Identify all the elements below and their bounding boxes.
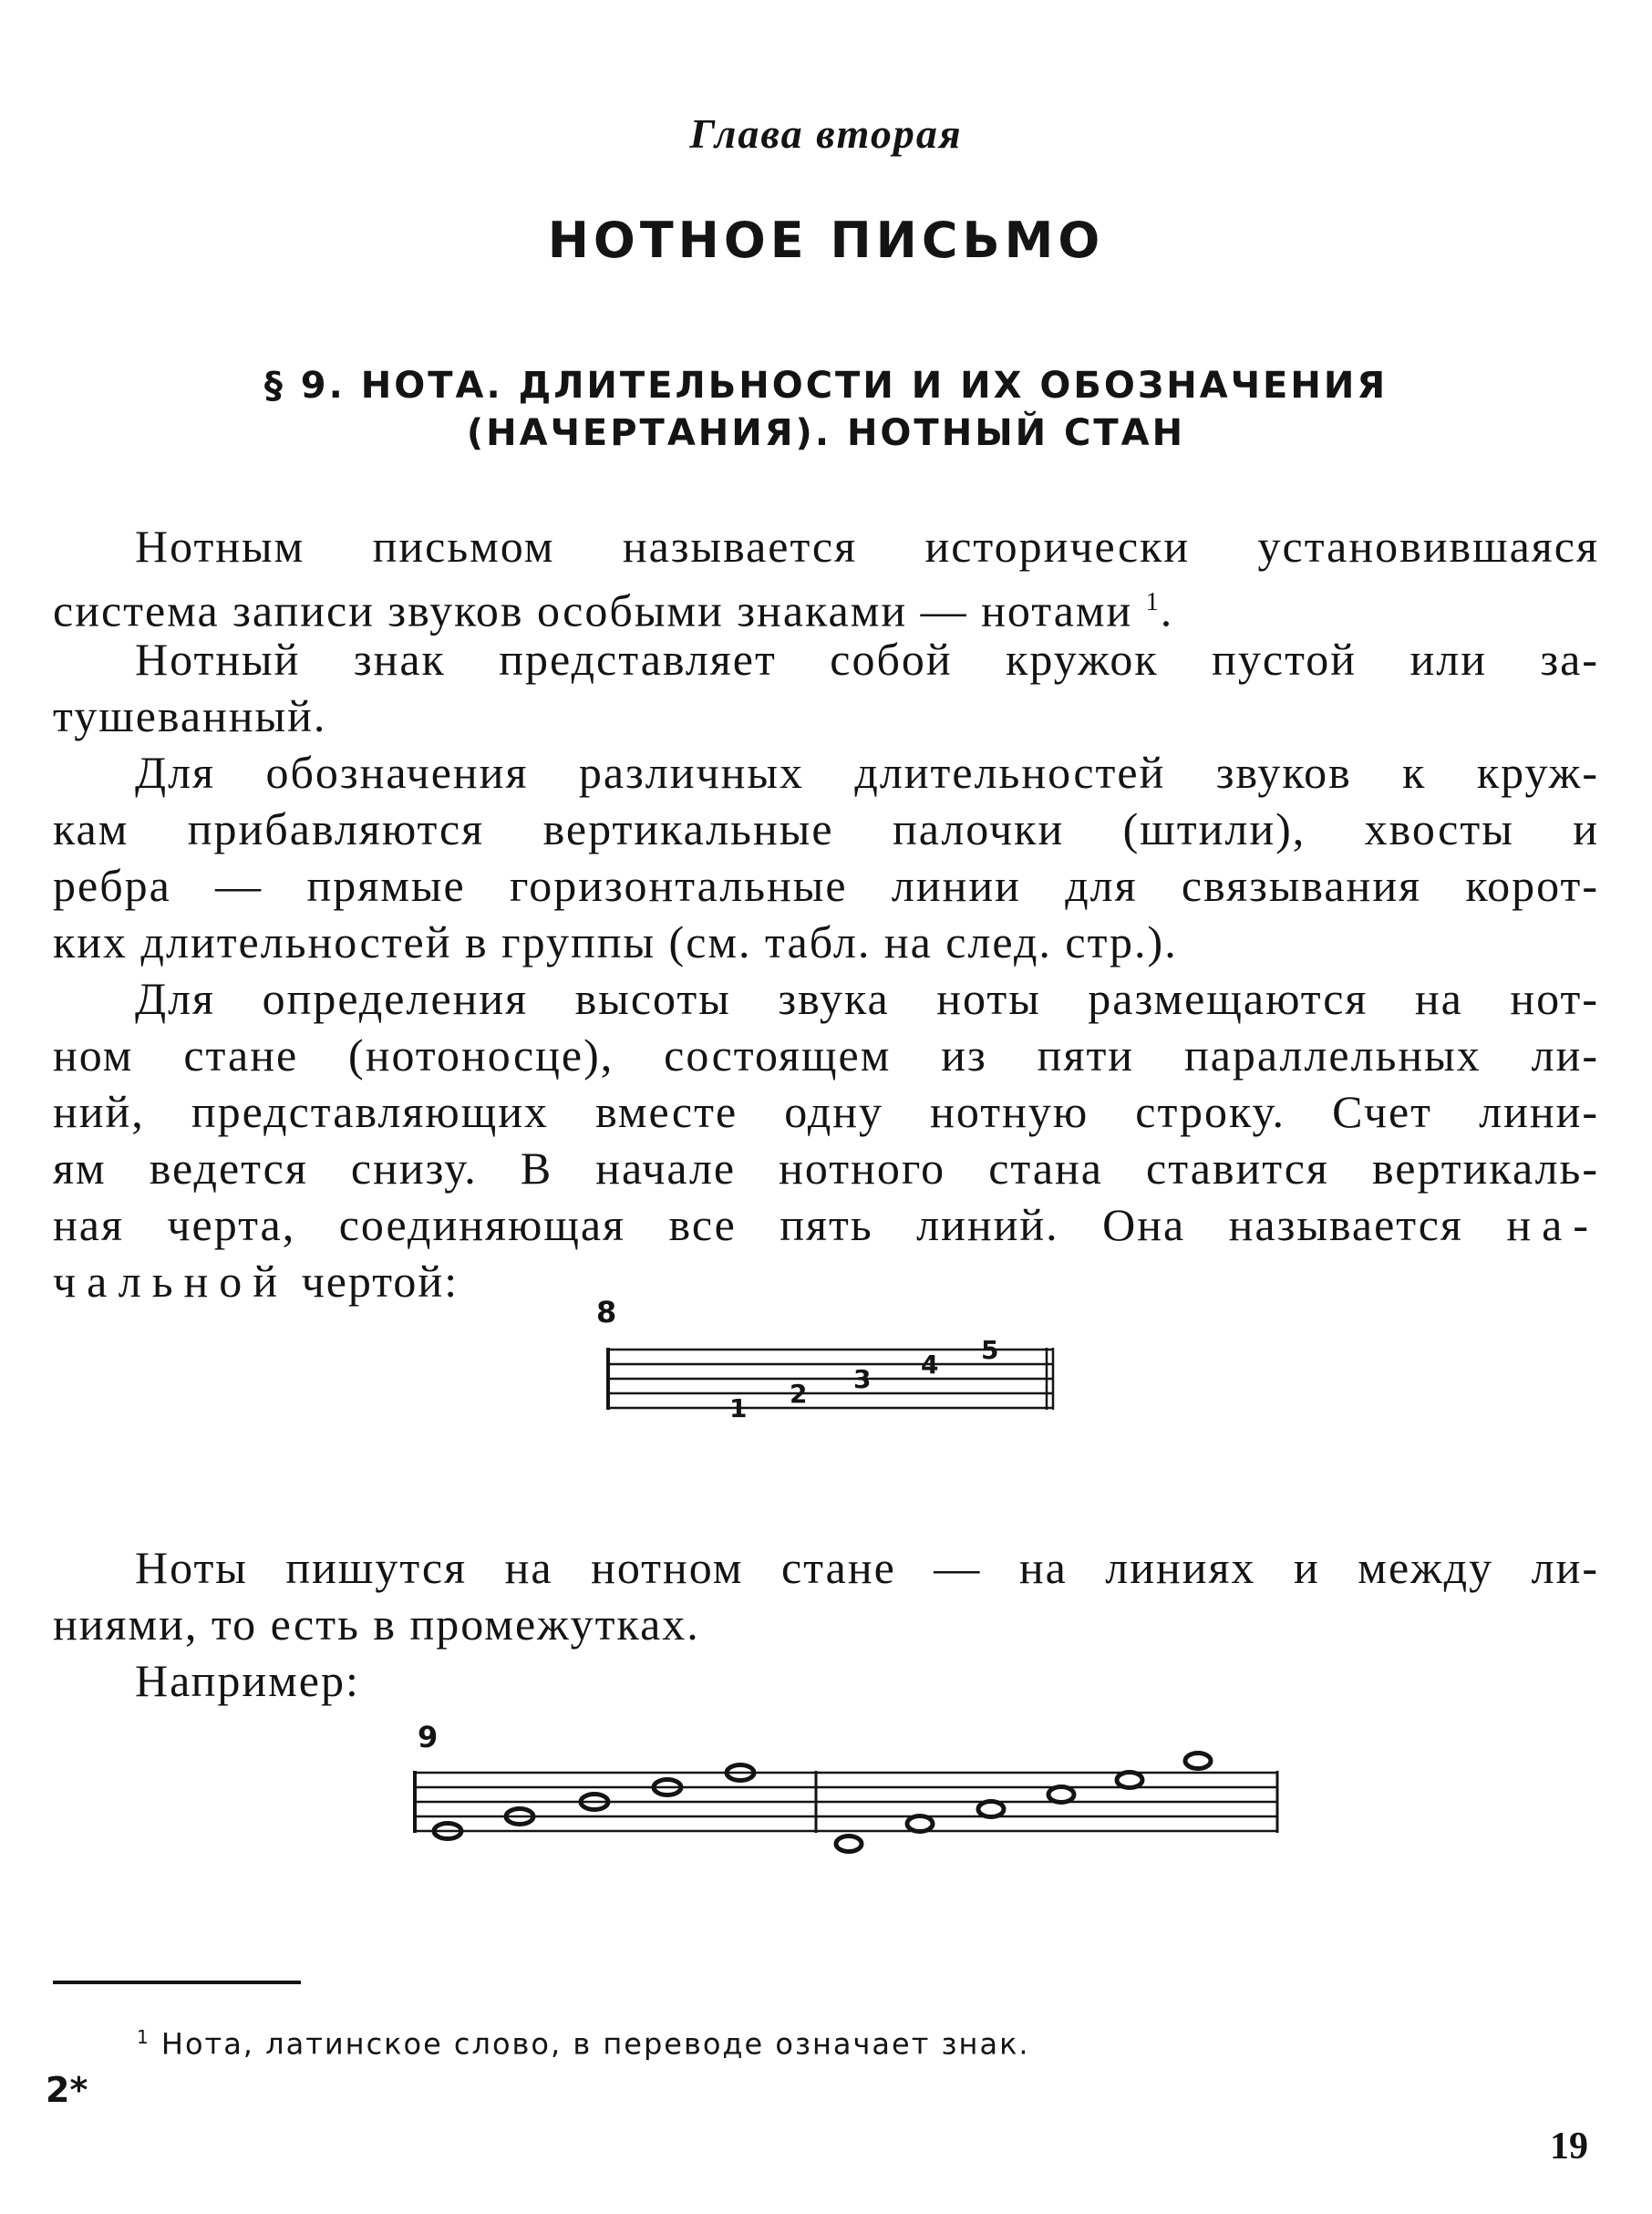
paragraph-5-line-2: ниями, то есть в промежутках. [53, 1598, 700, 1650]
footnote [137, 2026, 1030, 2062]
line-label-2: 2 [790, 1379, 808, 1409]
paragraph-4-line-2: ном стане (нотоносце), состоящем из пяти параллельных ли- [53, 1029, 1599, 1081]
line-label-3: 3 [853, 1364, 872, 1394]
example-9-staff-figure [401, 1714, 1295, 1878]
whole-note [1185, 1754, 1211, 1769]
whole-note [1117, 1773, 1142, 1788]
whole-note [1048, 1787, 1074, 1803]
section-heading-line-1: § 9. НОТА. ДЛИТЕЛЬНОСТИ И ИХ ОБОЗНАЧЕНИЯ [263, 365, 1389, 407]
paragraph-1-line-1: Нотным письмом называется исторически установившаяся [135, 521, 1599, 572]
paragraph-4-line-3: ний, представляющих вместе одну нотную строку. Счет лини- [53, 1086, 1599, 1137]
paragraph-3-line-1: Для обозначения различных длительностей звуков к круж- [135, 747, 1599, 798]
line-label-4: 4 [921, 1350, 939, 1380]
paragraph-1-end: . [1160, 585, 1174, 636]
example-9-number: 9 [418, 1720, 439, 1754]
paragraph-4-line-1: Для определения высоты звука ноты размещаются на нот- [135, 973, 1599, 1024]
paragraph-2-line-1: Нотный знак представляет собой кружок пустой или за- [135, 634, 1599, 685]
printer-signature: 2* [46, 2070, 88, 2110]
whole-note [836, 1836, 862, 1852]
page-number: 19 [1550, 2126, 1588, 2167]
paragraph-1-line-2-text: система записи звуков особыми знаками — нотами [53, 585, 1133, 636]
chapter-title: НОТНОЕ ПИСЬМО [547, 212, 1105, 269]
term-spaced-part-1: на- [1506, 1199, 1600, 1250]
footnote-mark: 1 [137, 2026, 150, 2048]
paragraph-3-line-4: ких длительностей в группы (см. табл. на след. стр.). [53, 916, 1178, 967]
example-8-staff-figure [583, 1295, 1076, 1450]
line-label-5: 5 [981, 1335, 999, 1365]
whole-note [978, 1802, 1004, 1817]
footnote-text: Нота, латинское слово, в переводе означает знак. [160, 2026, 1030, 2062]
line-label-1: 1 [729, 1393, 748, 1423]
example-9-staff-lines [414, 1773, 1278, 1831]
paragraph-5-line-1: Ноты пишутся на нотном стане — на линиях и между ли- [135, 1542, 1599, 1593]
term-spaced-part-2: чальной [53, 1256, 289, 1307]
paragraph-4-end: чертой: [301, 1256, 459, 1307]
paragraph-1-line-2 [53, 574, 1599, 636]
paragraph-4-line-5-text: ная черта, соединяющая все пять линий. Она называется [53, 1199, 1463, 1250]
paragraph-2-line-2: тушеванный. [53, 690, 327, 741]
example-8-number: 8 [596, 1295, 617, 1329]
paragraph-4-line-5 [53, 1196, 1599, 1253]
paragraph-6: Например: [135, 1655, 360, 1706]
chapter-heading: Глава вторая [689, 110, 963, 157]
paragraph-4-line-4: ям ведется снизу. В начале нотного стана ставится вертикаль- [53, 1143, 1599, 1194]
footnote-reference: 1 [1145, 588, 1161, 616]
paragraph-3-line-2: кам прибавляются вертикальные палочки (штили), хвосты и [53, 803, 1599, 854]
whole-note [907, 1816, 933, 1832]
footnote-rule [53, 1981, 301, 1984]
paragraph-3-line-3: ребра — прямые горизонтальные линии для связывания корот- [53, 860, 1599, 911]
section-heading-line-2: (НАЧЕРТАНИЯ). НОТНЫЙ СТАН [466, 412, 1186, 454]
